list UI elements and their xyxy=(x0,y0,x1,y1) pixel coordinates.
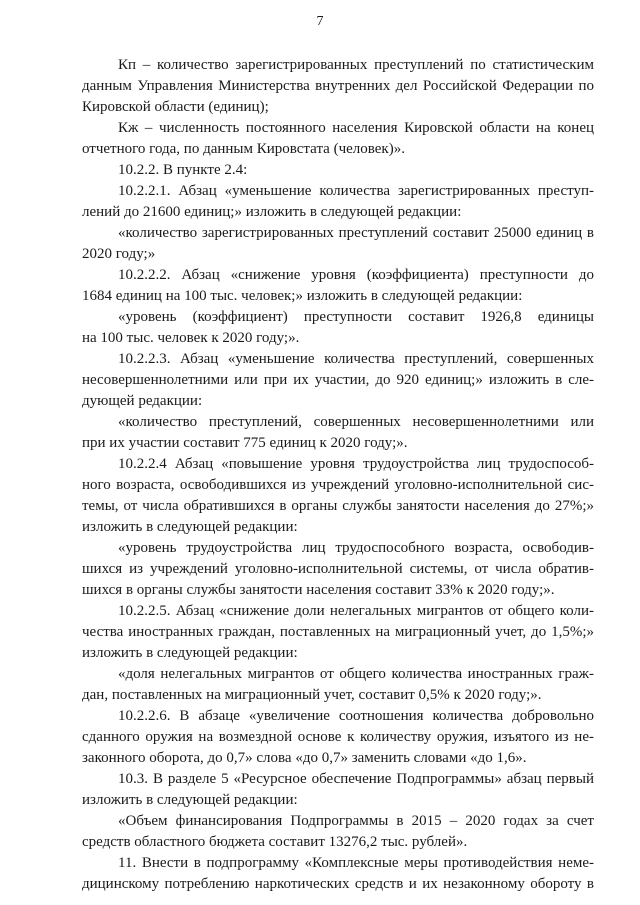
text-line: ного возраста, освободившихся из учреждений уголовно-исполнительной сис- xyxy=(82,477,594,493)
text-line: Кировской области (единиц); xyxy=(82,99,269,115)
text-line: дан, поставленных на миграционный учет, составит 0,5% к 2020 году;». xyxy=(82,687,542,703)
text-line: шихся из учреждений уголовно-исполнительной системы, от числа обратив- xyxy=(82,561,594,577)
text-line: несовершеннолетними или при их участии, до 920 единиц;» изложить в сле- xyxy=(82,372,594,388)
text-line: Кж – численность постоянного населения Кировской области на конец xyxy=(118,120,594,136)
text-line: 1684 единиц на 100 тыс. человек;» изложить в следующей редакции: xyxy=(82,288,523,304)
page-number: 7 xyxy=(316,14,324,29)
text-line: 10.2.2.5. Абзац «снижение доли нелегальных мигрантов от общего коли- xyxy=(118,603,594,619)
text-line: 10.2.2.1. Абзац «уменьшение количества зарегистрированных преступ- xyxy=(118,183,594,199)
text-line: законного оборота, до 0,7» слова «до 0,7» заменить словами «до 1,6». xyxy=(82,750,527,766)
text-line: 2020 году;» xyxy=(82,246,156,262)
text-line: шихся в органы службы занятости населения составит 33% к 2020 году;». xyxy=(82,582,555,598)
text-line: при их участии составит 775 единиц к 2020 году;». xyxy=(82,435,408,451)
text-line: отчетного года, по данным Кировстата (человек)». xyxy=(82,141,405,157)
text-line: 11. Внести в подпрограмму «Комплексные меры противодействия неме- xyxy=(118,855,594,871)
text-line: 10.2.2.6. В абзаце «увеличение соотношения количества добровольно xyxy=(118,708,594,724)
text-line: 10.2.2.2. Абзац «снижение уровня (коэффициента) преступности до xyxy=(118,267,594,283)
text-line: 10.3. В разделе 5 «Ресурсное обеспечение Подпрограммы» абзац первый xyxy=(118,771,594,787)
text-line: «количество зарегистрированных преступлений составит 25000 единиц в xyxy=(118,225,594,241)
text-line: дицинскому потреблению наркотических средств и их незаконному обороту в xyxy=(82,876,594,892)
text-line: «уровень трудоустройства лиц трудоспособного возраста, освободив- xyxy=(118,540,594,556)
text-line: темы, от числа обратившихся в органы службы занятости населения до 27%;» xyxy=(82,498,594,514)
text-line: дующей редакции: xyxy=(82,393,203,409)
text-line: 10.2.2.4 Абзац «повышение уровня трудоустройства лиц трудоспособ- xyxy=(118,456,594,472)
text-line: «количество преступлений, совершенных несовершеннолетними или xyxy=(118,414,594,430)
text-line: 10.2.2.3. Абзац «уменьшение количества преступлений, совершенных xyxy=(118,351,594,367)
text-line: изложить в следующей редакции: xyxy=(82,792,298,808)
text-line: Кп – количество зарегистрированных преступлений по статистическим xyxy=(118,57,594,73)
text-line: на 100 тыс. человек к 2020 году;». xyxy=(82,330,300,346)
text-line: изложить в следующей редакции: xyxy=(82,519,298,535)
text-line: «доля нелегальных мигрантов от общего количества иностранных граж- xyxy=(118,666,594,682)
text-line: средств областного бюджета составит 13276,2 тыс. рублей». xyxy=(82,834,468,850)
text-line: чества иностранных граждан, поставленных на миграционный учет, до 1,5%;» xyxy=(82,624,594,640)
text-line: данным Управления Министерства внутренних дел Российской Федерации по xyxy=(82,78,594,94)
text-line: изложить в следующей редакции: xyxy=(82,645,298,661)
text-line: «Объем финансирования Подпрограммы в 2015 – 2020 годах за счет xyxy=(118,813,594,829)
text-line: сданного оружия на возмездной основе к количеству оружия, изъятого из не- xyxy=(82,729,594,745)
text-line: лений до 21600 единиц;» изложить в следующей редакции: xyxy=(82,204,462,220)
text-line: 10.2.2. В пункте 2.4: xyxy=(118,162,248,178)
text-line: «уровень (коэффициент) преступности составит 1926,8 единицы xyxy=(118,309,594,325)
